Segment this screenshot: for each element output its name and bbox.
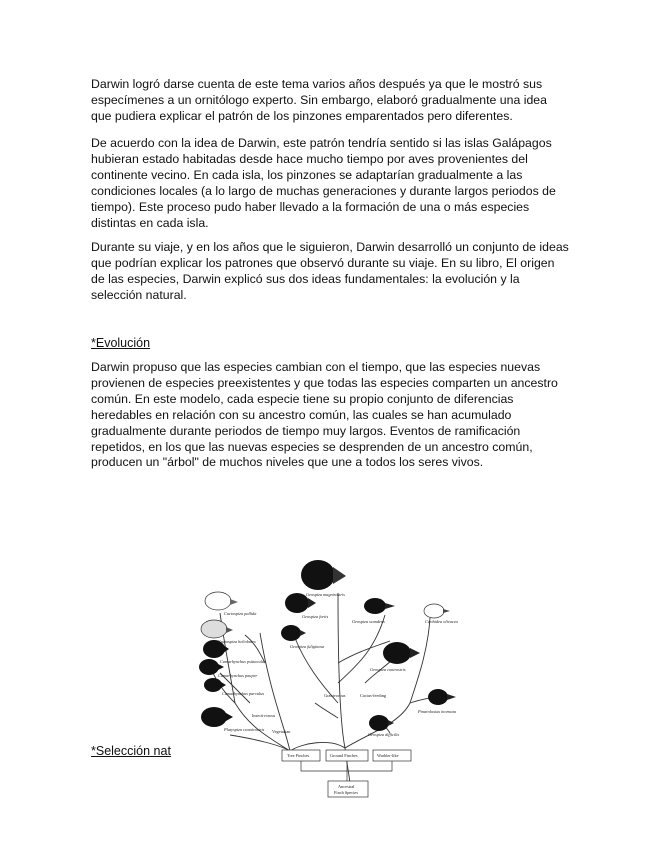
finch-conirostris-icon (383, 642, 420, 664)
finch-scandens-icon (364, 598, 395, 614)
label-olivacea: Certhidea olivacea (425, 619, 458, 624)
heading-seleccion-natural: *Selección nat (91, 744, 171, 758)
finch-pallida-icon (205, 592, 238, 610)
finch-difficilis-icon (369, 715, 394, 731)
label-pauper: Camarhynchus pauper (218, 673, 258, 678)
paragraph-1: Darwin logró darse cuenta de este tema varios años después ya que le mostró sus especímenes a un ornitólogo experto. Sin embargo, elaboró gradualmente una idea que pudiera explicar el patrón de los pinzones emparentados pero diferentes. (91, 77, 547, 123)
bird-icons (199, 560, 456, 731)
label-finch-species: Finch Species (334, 790, 358, 795)
label-warbler-like: Warbler-like (377, 753, 399, 758)
finch-crassirostris-icon (201, 707, 233, 727)
paragraph-2: De acuerdo con la idea de Darwin, este patrón tendría sentido si las islas Galápagos hubieran estado habitadas desde hace mucho tiempo por aves provenientes del continente vecino. En cada isla, los pinzones se adaptarían gradualmente a las condiciones locales (a lo largo de muchas generaciones y durante largos periodos de tiempo). Este proceso pudo haber llevado a la formación de una o más especies distintas en cada isla. (91, 136, 556, 230)
label-ancestral: Ancestral (338, 784, 355, 789)
darwin-finch-tree-figure (190, 553, 470, 803)
label-scandens: Geospiza scandens (352, 619, 385, 624)
label-fortis: Geospiza fortis (302, 614, 329, 619)
label-heliobates: Cactospiza heliobates (218, 639, 256, 644)
finch-fuliginosa-icon (281, 625, 306, 641)
label-granivorous: Granivorous (324, 693, 346, 698)
finch-magnirostris-icon (301, 560, 346, 590)
label-psittacula: Camarhynchus psittacula (220, 659, 264, 664)
finch-olivacea-icon (424, 604, 450, 618)
paragraph-3: Durante su viaje, y en los años que le siguieron, Darwin desarrolló un conjunto de ideas que podrían explicar los patrones que observó durante su viaje. En su libro, El origen de las especies, Darwin explicó sus dos ideas fundamentales: la evolución y la selección natural. (91, 240, 569, 302)
label-parvulus: Camarhynchus parvulus (222, 691, 265, 696)
finch-heliobates-icon (201, 620, 233, 638)
paragraph-4: Darwin propuso que las especies cambian con el tiempo, que las especies nuevas provienen de especies preexistentes y que todas las especies comparten un ancestro común. En este modelo, cada especie tiene su propio conjunto de diferencias heredables en relación con su ancestro común, las cuales se han acumulado gradualmente durante periodos de tiempo muy largos. Eventos de ramificación repetidos, en los que las nuevas especies se desprenden de un ancestro común, producen un "árbol" de muchos niveles que une a todos los seres vivos. (91, 360, 558, 470)
group-labels (252, 693, 387, 734)
label-tree-finches: Tree Finches (287, 753, 310, 758)
label-insectivorous: Insectivorous (252, 713, 276, 718)
finch-parvulus-icon (204, 678, 226, 692)
finch-inornata-icon (428, 689, 456, 705)
label-crassirostris: Platyspiza crassirostris (224, 727, 265, 732)
label-cactus-feeding: Cactus-feeding (360, 693, 387, 698)
label-inornata: Pinaroloxias inornata (418, 709, 456, 714)
heading-evolucion: *Evolución (91, 336, 151, 350)
label-fuliginosa: Geospiza fuliginosa (290, 644, 325, 649)
label-conirostris: Geospiza conirostris (370, 667, 406, 672)
label-vegetarian: Vegetarian (272, 729, 291, 734)
label-ground-finches: Ground Finches (330, 753, 358, 758)
label-magnirostris: Geospiza magnirostris (306, 592, 345, 597)
label-pallida: Cactospiza pallida (224, 611, 257, 616)
label-difficilis: Geospiza difficilis (368, 732, 400, 737)
